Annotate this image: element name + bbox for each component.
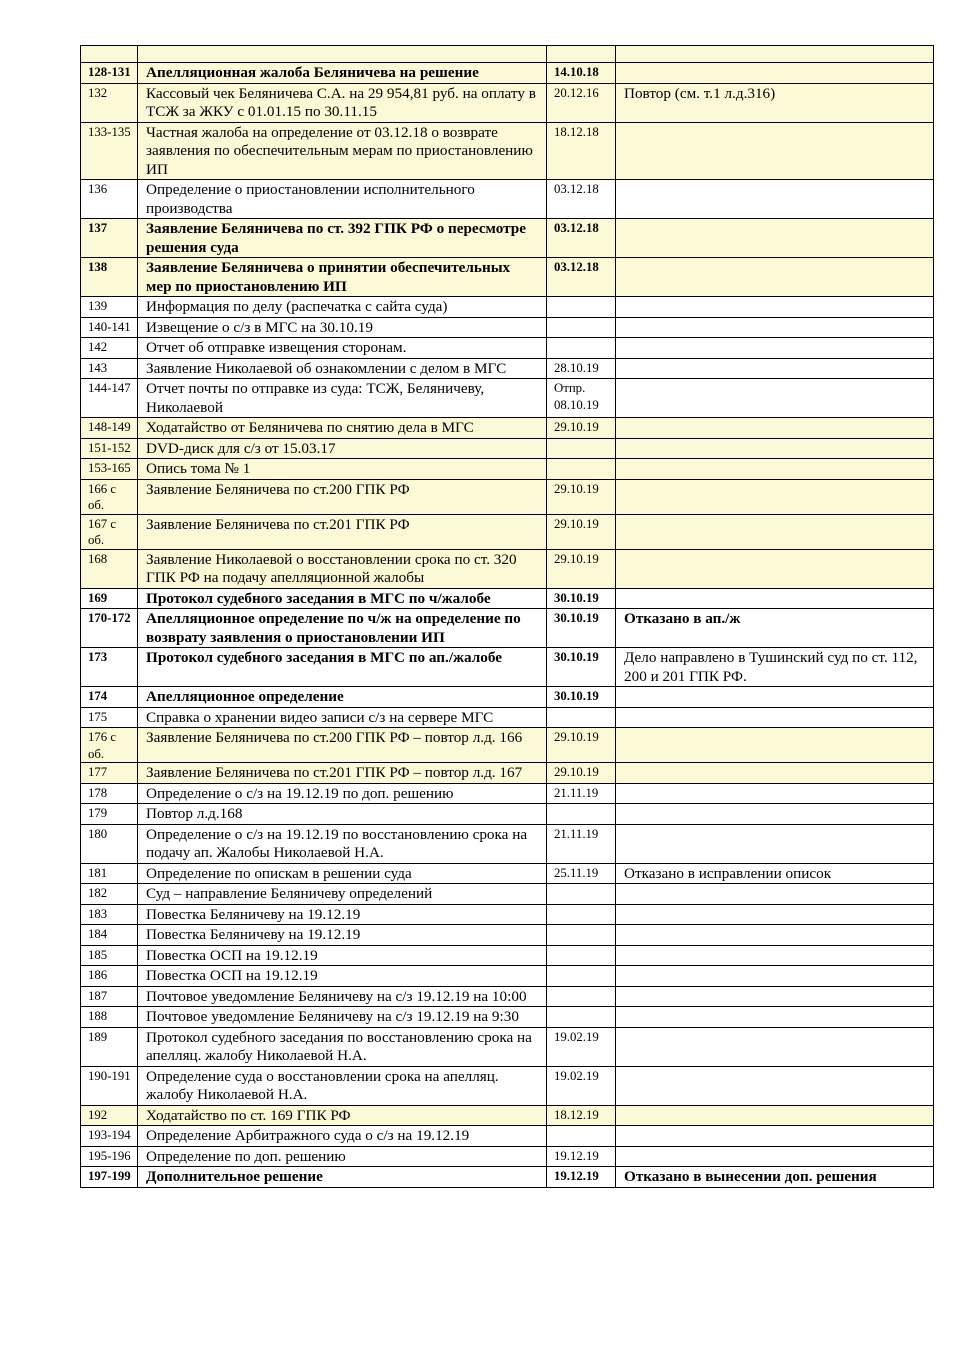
document-date-cell (547, 707, 616, 728)
note-cell (616, 1105, 934, 1126)
document-date-cell: 29.10.19 (547, 728, 616, 763)
table-row (81, 986, 934, 1007)
table-row (81, 824, 934, 863)
document-title-cell: Протокол судебного заседания по восстановлению срока на апелляц. жалобу Николаевой Н.А. (138, 1027, 547, 1066)
table-row (81, 609, 934, 648)
document-title-cell: Заявление Беляничева о принятии обеспечительных мер по приостановлению ИП (138, 258, 547, 297)
note-cell (616, 1146, 934, 1167)
document-date-cell: 19.02.19 (547, 1027, 616, 1066)
table-row (81, 438, 934, 459)
sheet-number-cell: 185 (81, 945, 138, 966)
table-row (81, 514, 934, 549)
sheet-number-cell: 177 (81, 763, 138, 784)
document-date-cell (547, 338, 616, 359)
document-date-cell: 29.10.19 (547, 514, 616, 549)
document-date-cell: 25.11.19 (547, 863, 616, 884)
note-cell (616, 945, 934, 966)
table-row (81, 1105, 934, 1126)
document-title-cell: Протокол судебного заседания в МГС по ч/жалобе (138, 588, 547, 609)
note-cell (616, 763, 934, 784)
note-cell (616, 549, 934, 588)
sheet-number-cell: 168 (81, 549, 138, 588)
document-title-cell: Заявление Беляничева по ст.201 ГПК РФ – повтор л.д. 167 (138, 763, 547, 784)
table-body (81, 46, 934, 1188)
document-date-cell: 19.12.19 (547, 1146, 616, 1167)
note-cell: Дело направлено в Тушинский суд по ст. 112, 200 и 201 ГПК РФ. (616, 648, 934, 687)
document-date-cell: Отпр. 08.10.19 (547, 379, 616, 418)
table-row (81, 904, 934, 925)
document-title-cell: Отчет об отправке извещения сторонам. (138, 338, 547, 359)
document-title-cell: Ходатайство от Беляничева по снятию дела в МГС (138, 418, 547, 439)
note-cell (616, 1027, 934, 1066)
document-title-cell: Информация по делу (распечатка с сайта суда) (138, 297, 547, 318)
sheet-number-cell: 167 с об. (81, 514, 138, 549)
document-date-cell: 29.10.19 (547, 549, 616, 588)
document-date-cell (547, 945, 616, 966)
document-title-cell: Апелляционное определение по ч/ж на определение по возврату заявления о приостановлении ИП (138, 609, 547, 648)
document-title-cell: Повестка ОСП на 19.12.19 (138, 945, 547, 966)
sheet-number-cell: 181 (81, 863, 138, 884)
table-row (81, 297, 934, 318)
document-date-cell: 28.10.19 (547, 358, 616, 379)
table-row (81, 925, 934, 946)
note-cell (616, 317, 934, 338)
note-cell: Отказано в ап./ж (616, 609, 934, 648)
document-title-cell: Опись тома № 1 (138, 459, 547, 480)
sheet-number-cell: 186 (81, 966, 138, 987)
table-row (81, 804, 934, 825)
document-date-cell: 30.10.19 (547, 609, 616, 648)
note-cell (616, 258, 934, 297)
document-title-cell: Определение суда о восстановлении срока на апелляц. жалобу Николаевой Н.А. (138, 1066, 547, 1105)
note-cell (616, 783, 934, 804)
note-cell (616, 358, 934, 379)
document-title-cell: Ходатайство по ст. 169 ГПК РФ (138, 1105, 547, 1126)
document-title-cell (138, 46, 547, 63)
document-date-cell: 30.10.19 (547, 687, 616, 708)
note-cell (616, 438, 934, 459)
note-cell (616, 514, 934, 549)
sheet-number-cell: 144-147 (81, 379, 138, 418)
sheet-number-cell: 175 (81, 707, 138, 728)
table-row (81, 1027, 934, 1066)
note-cell (616, 418, 934, 439)
sheet-number-cell: 166 с об. (81, 479, 138, 514)
document-date-cell (547, 1007, 616, 1028)
sheet-number-cell: 180 (81, 824, 138, 863)
document-title-cell: Апелляционная жалоба Беляничева на решение (138, 63, 547, 84)
document-date-cell (547, 904, 616, 925)
sheet-number-cell: 137 (81, 219, 138, 258)
table-row (81, 945, 934, 966)
table-row (81, 46, 934, 63)
document-title-cell: Суд – направление Беляничеву определений (138, 884, 547, 905)
note-cell (616, 122, 934, 180)
table-row (81, 258, 934, 297)
sheet-number-cell: 173 (81, 648, 138, 687)
note-cell (616, 824, 934, 863)
document-date-cell (547, 966, 616, 987)
table-row (81, 1167, 934, 1188)
sheet-number-cell: 189 (81, 1027, 138, 1066)
note-cell (616, 63, 934, 84)
document-date-cell (547, 884, 616, 905)
sheet-number-cell: 138 (81, 258, 138, 297)
sheet-number-cell: 140-141 (81, 317, 138, 338)
document-date-cell: 30.10.19 (547, 648, 616, 687)
note-cell (616, 180, 934, 219)
note-cell (616, 46, 934, 63)
document-date-cell (547, 317, 616, 338)
document-title-cell: Определение Арбитражного суда о с/з на 19.12.19 (138, 1126, 547, 1147)
sheet-number-cell: 188 (81, 1007, 138, 1028)
document-date-cell (547, 438, 616, 459)
table-row (81, 1007, 934, 1028)
sheet-number-cell: 139 (81, 297, 138, 318)
document-date-cell: 03.12.18 (547, 258, 616, 297)
document-title-cell: Повестка Беляничеву на 19.12.19 (138, 904, 547, 925)
sheet-number-cell: 142 (81, 338, 138, 359)
document-title-cell: Заявление Беляничева по ст.200 ГПК РФ (138, 479, 547, 514)
sheet-number-cell: 192 (81, 1105, 138, 1126)
sheet-number-cell: 132 (81, 83, 138, 122)
note-cell (616, 219, 934, 258)
document-date-cell: 21.11.19 (547, 783, 616, 804)
note-cell (616, 904, 934, 925)
sheet-number-cell: 133-135 (81, 122, 138, 180)
document-title-cell: Определение по доп. решению (138, 1146, 547, 1167)
table-row (81, 358, 934, 379)
document-title-cell: Определение о с/з на 19.12.19 по восстановлению срока на подачу ап. Жалобы Николаевой Н.А. (138, 824, 547, 863)
sheet-number-cell: 169 (81, 588, 138, 609)
sheet-number-cell: 153-165 (81, 459, 138, 480)
document-date-cell: 29.10.19 (547, 418, 616, 439)
sheet-number-cell: 195-196 (81, 1146, 138, 1167)
note-cell: Отказано в исправлении описок (616, 863, 934, 884)
document-date-cell: 21.11.19 (547, 824, 616, 863)
table-row (81, 549, 934, 588)
table-row (81, 763, 934, 784)
sheet-number-cell: 179 (81, 804, 138, 825)
note-cell (616, 479, 934, 514)
document-title-cell: Кассовый чек Беляничева С.А. на 29 954,81 руб. на оплату в ТСЖ за ЖКУ с 01.01.15 по 30.11.15 (138, 83, 547, 122)
note-cell (616, 338, 934, 359)
note-cell (616, 804, 934, 825)
sheet-number-cell: 136 (81, 180, 138, 219)
table-row (81, 122, 934, 180)
table-row (81, 1126, 934, 1147)
table-row (81, 728, 934, 763)
case-inventory-table (80, 45, 934, 1188)
document-date-cell: 03.12.18 (547, 219, 616, 258)
note-cell (616, 884, 934, 905)
note-cell (616, 1066, 934, 1105)
sheet-number-cell: 187 (81, 986, 138, 1007)
table-row (81, 83, 934, 122)
document-title-cell: Определение о с/з на 19.12.19 по доп. решению (138, 783, 547, 804)
document-date-cell (547, 925, 616, 946)
table-row (81, 884, 934, 905)
sheet-number-cell: 143 (81, 358, 138, 379)
note-cell (616, 728, 934, 763)
table-row (81, 687, 934, 708)
document-date-cell (547, 297, 616, 318)
table-row (81, 338, 934, 359)
document-title-cell: Почтовое уведомление Беляничеву на с/з 19.12.19 на 9:30 (138, 1007, 547, 1028)
table-row (81, 418, 934, 439)
document-title-cell: Заявление Беляничева по ст. 392 ГПК РФ о пересмотре решения суда (138, 219, 547, 258)
document-date-cell: 18.12.18 (547, 122, 616, 180)
document-date-cell: 18.12.19 (547, 1105, 616, 1126)
table-row (81, 63, 934, 84)
document-date-cell (547, 1126, 616, 1147)
document-title-cell: Определение по опискам в решении суда (138, 863, 547, 884)
note-cell (616, 707, 934, 728)
sheet-number-cell: 151-152 (81, 438, 138, 459)
document-date-cell (547, 804, 616, 825)
document-title-cell: Частная жалоба на определение от 03.12.18 о возврате заявления по обеспечительным мерам по приостановлению ИП (138, 122, 547, 180)
document-title-cell: Повестка ОСП на 19.12.19 (138, 966, 547, 987)
table-row (81, 459, 934, 480)
document-title-cell: Дополнительное решение (138, 1167, 547, 1188)
sheet-number-cell: 197-199 (81, 1167, 138, 1188)
sheet-number-cell: 174 (81, 687, 138, 708)
document-date-cell: 14.10.18 (547, 63, 616, 84)
document-title-cell: Повтор л.д.168 (138, 804, 547, 825)
document-title-cell: DVD-диск для с/з от 15.03.17 (138, 438, 547, 459)
sheet-number-cell: 184 (81, 925, 138, 946)
document-title-cell: Апелляционное определение (138, 687, 547, 708)
document-date-cell: 20.12.16 (547, 83, 616, 122)
sheet-number-cell (81, 46, 138, 63)
document-title-cell: Справка о хранении видео записи с/з на сервере МГС (138, 707, 547, 728)
note-cell (616, 588, 934, 609)
sheet-number-cell: 176 с об. (81, 728, 138, 763)
document-date-cell: 19.12.19 (547, 1167, 616, 1188)
table-row (81, 379, 934, 418)
table-row (81, 783, 934, 804)
note-cell: Повтор (см. т.1 л.д.316) (616, 83, 934, 122)
note-cell (616, 925, 934, 946)
sheet-number-cell: 178 (81, 783, 138, 804)
document-date-cell: 30.10.19 (547, 588, 616, 609)
note-cell (616, 986, 934, 1007)
table-row (81, 219, 934, 258)
note-cell (616, 1126, 934, 1147)
document-date-cell: 03.12.18 (547, 180, 616, 219)
sheet-number-cell: 193-194 (81, 1126, 138, 1147)
table-row (81, 966, 934, 987)
table-row (81, 588, 934, 609)
document-title-cell: Отчет почты по отправке из суда: ТСЖ, Беляничеву, Николаевой (138, 379, 547, 418)
table-row (81, 1066, 934, 1105)
document-date-cell (547, 46, 616, 63)
document-date-cell (547, 459, 616, 480)
table-row (81, 317, 934, 338)
document-date-cell (547, 986, 616, 1007)
sheet-number-cell: 128-131 (81, 63, 138, 84)
document-date-cell: 19.02.19 (547, 1066, 616, 1105)
table-row (81, 180, 934, 219)
document-title-cell: Заявление Беляничева по ст.200 ГПК РФ – повтор л.д. 166 (138, 728, 547, 763)
table-row (81, 863, 934, 884)
note-cell (616, 1007, 934, 1028)
note-cell (616, 379, 934, 418)
sheet-number-cell: 183 (81, 904, 138, 925)
document-title-cell: Протокол судебного заседания в МГС по ап./жалобе (138, 648, 547, 687)
note-cell (616, 687, 934, 708)
note-cell: Отказано в вынесении доп. решения (616, 1167, 934, 1188)
note-cell (616, 966, 934, 987)
table-row (81, 479, 934, 514)
sheet-number-cell: 148-149 (81, 418, 138, 439)
document-title-cell: Заявление Беляничева по ст.201 ГПК РФ (138, 514, 547, 549)
document-title-cell: Определение о приостановлении исполнительного производства (138, 180, 547, 219)
note-cell (616, 297, 934, 318)
table-row (81, 648, 934, 687)
document-title-cell: Заявление Николаевой о восстановлении срока по ст. 320 ГПК РФ на подачу апелляционной жалобы (138, 549, 547, 588)
document-title-cell: Почтовое уведомление Беляничеву на с/з 19.12.19 на 10:00 (138, 986, 547, 1007)
table-row (81, 1146, 934, 1167)
sheet-number-cell: 182 (81, 884, 138, 905)
document-title-cell: Заявление Николаевой об ознакомлении с делом в МГС (138, 358, 547, 379)
document-date-cell: 29.10.19 (547, 763, 616, 784)
sheet-number-cell: 170-172 (81, 609, 138, 648)
table-row (81, 707, 934, 728)
document-title-cell: Повестка Беляничеву на 19.12.19 (138, 925, 547, 946)
document-title-cell: Извещение о с/з в МГС на 30.10.19 (138, 317, 547, 338)
note-cell (616, 459, 934, 480)
document-date-cell: 29.10.19 (547, 479, 616, 514)
sheet-number-cell: 190-191 (81, 1066, 138, 1105)
